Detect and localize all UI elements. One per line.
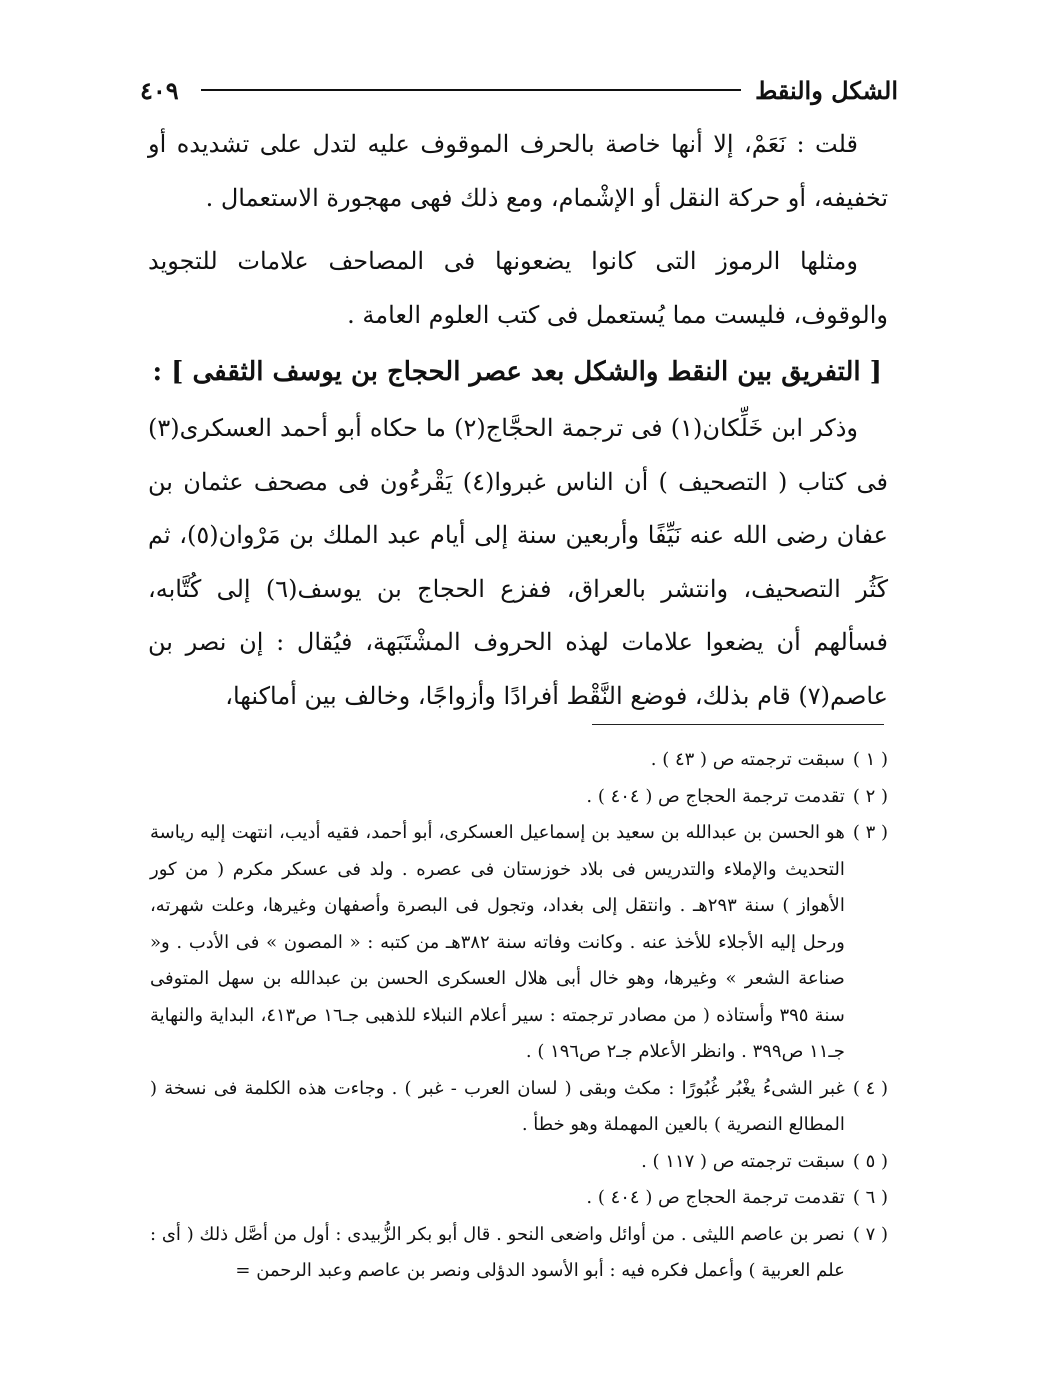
footnote-number: ( ٢ ) (852, 785, 888, 807)
footnote (150, 1217, 888, 1290)
footnotes (150, 742, 888, 1290)
footnote-number: ( ١ ) (852, 749, 888, 770)
main-text (148, 118, 888, 723)
footnote-text: غبر الشىءُ يغْبُر غُبُورًا : مكث وبقى ( لسان العرب - غبر ) . وجاءت هذه الكلمة فى نسخة ( المطالع النصرية ) بالعين المهملة وهو خطأ . (150, 1077, 845, 1135)
footnote (150, 742, 888, 779)
running-header (140, 70, 898, 110)
footnote (150, 1180, 888, 1217)
section-heading: [ التفريق بين النقط والشكل بعد عصر الحجاج بن يوسف الثقفى ] : (152, 357, 882, 387)
footnote (150, 779, 888, 816)
footnote-number: ( ٤ ) (852, 1077, 888, 1099)
header-rule (201, 89, 741, 91)
footnote-text: تقدمت ترجمة الحجاج ص ( ٤٠٤ ) . (586, 1187, 845, 1208)
paragraph: ومثلها الرموز التى كانوا يضعونها فى المصاحف علامات للتجويد والوقوف، فليست مما يُستعمل فى كتب العلوم العامة . (148, 247, 888, 329)
paragraph: قلت : نَعَمْ، إلا أنها خاصة بالحرف الموقوف عليه لتدل على تشديده أو تخفيفه، أو حركة النقل أو الإشْمام، ومع ذلك فهى مهجورة الاستعمال . (148, 130, 888, 212)
footnote (150, 1071, 888, 1144)
footnote-text: نصر بن عاصم الليثى . من أوائل واضعى النحو . قال أبو بكر الزُّبيدى : أول من أصَّل ذلك ( أى : علم العربية ) وأعمل فكره فيه : أبو الأسود الدؤلى ونصر بن عاصم وعبد الرحمن = (150, 1223, 845, 1281)
footnote-number: ( ٧ ) (852, 1223, 888, 1245)
footnote-text: هو الحسن بن عبدالله بن سعيد بن إسماعيل العسكرى، أبو أحمد، فقيه أديب، انتهت إليه رياسة التحديث والإملاء والتدريس فى بلاد خوزستان فى عصره . ولد فى عسكر مكرم ( من كور الأهواز ) سنة ٢٩٣هـ . وانتقل إلى بغداد، وتجول فى البصرة وأصفهان وغيرها، وعلت شهرته، ورحل إليه الأجلاء للأخذ عنه . وكانت وفاته سنة ٣٨٢هـ من كتبه : « المصون » فى الأدب . و« صناعة الشعر » وغيرها، وهو خال أبى هلال العسكرى الحسن بن عبدالله بن سهل المتوفى سنة ٣٩٥ وأستاذه ( من مصادر ترجمته : سير أعلام النبلاء للذهبى جـ١٦ ص٤١٣، البداية والنهاية جـ١١ ص٣٩٩ . وانظر الأعلام جـ٢ ص١٩٦ ) . (150, 822, 845, 1062)
footnote (150, 1144, 888, 1181)
page-number: ٤٠٩ (140, 75, 179, 105)
footnote-number: ( ٥ ) (852, 1150, 888, 1172)
paragraph: وذكر ابن خَلِّكان(١) فى ترجمة الحجَّاج(٢) ما حكاه أبو أحمد العسكرى(٣) فى كتاب ( التصحيف ) أن الناس غبروا(٤) يَقْرءُون فى مصحف عثمان بن عفان رضى الله عنه نَيِّفًا وأربعين سنة إلى أيام عبد الملك بن مَرْوان(٥)، ثم كَثُر التصحيف، وانتشر بالعراق، ففزع الحجاج بن يوسف(٦) إلى كُتَّابه، فسألهم أن يضعوا علامات لهذه الحروف المشْتَبَهة، فيُقال : إن نصر بن عاصم(٧) قام بذلك، فوضع النَّقْط أفرادًا وأزواجًا، وخالف بين أماكنها، (148, 414, 889, 710)
footnote-text: تقدمت ترجمة الحجاج ص ( ٤٠٤ ) . (586, 785, 845, 807)
footnote-separator (592, 724, 884, 725)
footnote-number: ( ٣ ) (852, 822, 888, 843)
footnote-text: سبقت ترجمته ص ( ١١٧ ) . (641, 1150, 845, 1172)
footnote-text: سبقت ترجمته ص ( ٤٣ ) . (650, 749, 845, 770)
footnote-number: ( ٦ ) (852, 1187, 888, 1208)
footnote (150, 815, 888, 1071)
running-title: الشكل والنقط (755, 75, 898, 105)
